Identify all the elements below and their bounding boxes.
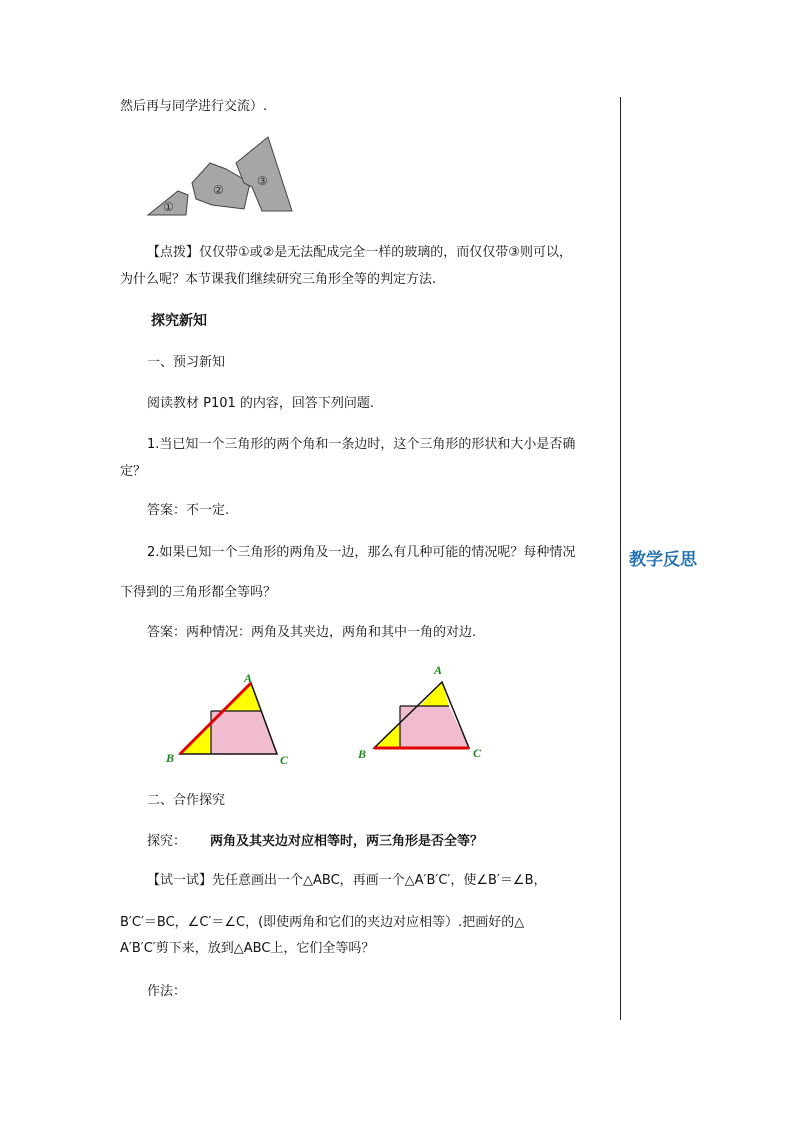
question-2-line-1: 2.如果已知一个三角形的两角及一边，那么有几种可能的情况呢？每种情况 (147, 545, 576, 560)
vertex-label-C: C (280, 753, 289, 767)
answer-2: 答案：两种情况：两角及其夹边，两角和其中一角的对边. (147, 625, 477, 640)
inquiry-question: 两角及其夹边对应相等时，两三角形是否全等？ (210, 834, 484, 849)
intro-line: 然后再与同学进行交流）. (120, 99, 268, 114)
vertex-label-A: A (244, 671, 253, 685)
sidebar-title: 教学反思 (629, 550, 697, 570)
triangle-figure-aas (352, 660, 492, 770)
try-line-1: 【试一试】先任意画出一个△ABC，再画一个△A′B′C′，使∠B′＝∠B， (147, 873, 547, 888)
question-2-line-2: 下得到的三角形都全等吗？ (120, 585, 277, 600)
pink-region (211, 711, 277, 754)
subheading-preview: 一、预习新知 (147, 355, 226, 370)
vertex-label-B: B (166, 751, 175, 765)
try-line-2: B′C′＝BC，∠C′＝∠C，(即使两角和它们的夹边对应相等）.把画好的△ (120, 915, 525, 930)
piece-1-label: ① (163, 200, 174, 214)
vertex-label-C: C (473, 746, 482, 760)
method-label: 作法： (147, 984, 187, 999)
reading-task: 阅读教材 P101 的内容，回答下列问题. (147, 396, 375, 411)
hint-line-1: 【点拨】仅仅带①或②是无法配成完全一样的玻璃的，而仅仅带③则可以， (147, 245, 572, 260)
glass-pieces-figure (140, 135, 300, 220)
section-explore-title: 探究新知 (151, 313, 207, 329)
question-1-line-2: 定？ (120, 464, 147, 479)
vertex-label-B: B (358, 747, 367, 761)
question-1-line-1: 1.当已知一个三角形的两个角和一条边时，这个三角形的形状和大小是否确 (147, 437, 576, 452)
column-divider (620, 97, 621, 1020)
inquiry-prefix: 探究： (147, 834, 187, 849)
hint-line-2: 为什么呢？本节课我们继续研究三角形全等的判定方法. (120, 272, 437, 287)
vertex-label-A: A (434, 663, 443, 677)
yellow-angle-A (420, 682, 449, 706)
piece-3-label: ③ (257, 174, 268, 188)
triangle-figure-asa (160, 670, 300, 770)
try-line-3: A′B′C′剪下来，放到△ABC上，它们全等吗？ (120, 941, 375, 956)
piece-2-label: ② (213, 183, 224, 197)
answer-1: 答案：不一定. (147, 503, 230, 518)
subheading-cooperate: 二、合作探究 (147, 793, 226, 808)
